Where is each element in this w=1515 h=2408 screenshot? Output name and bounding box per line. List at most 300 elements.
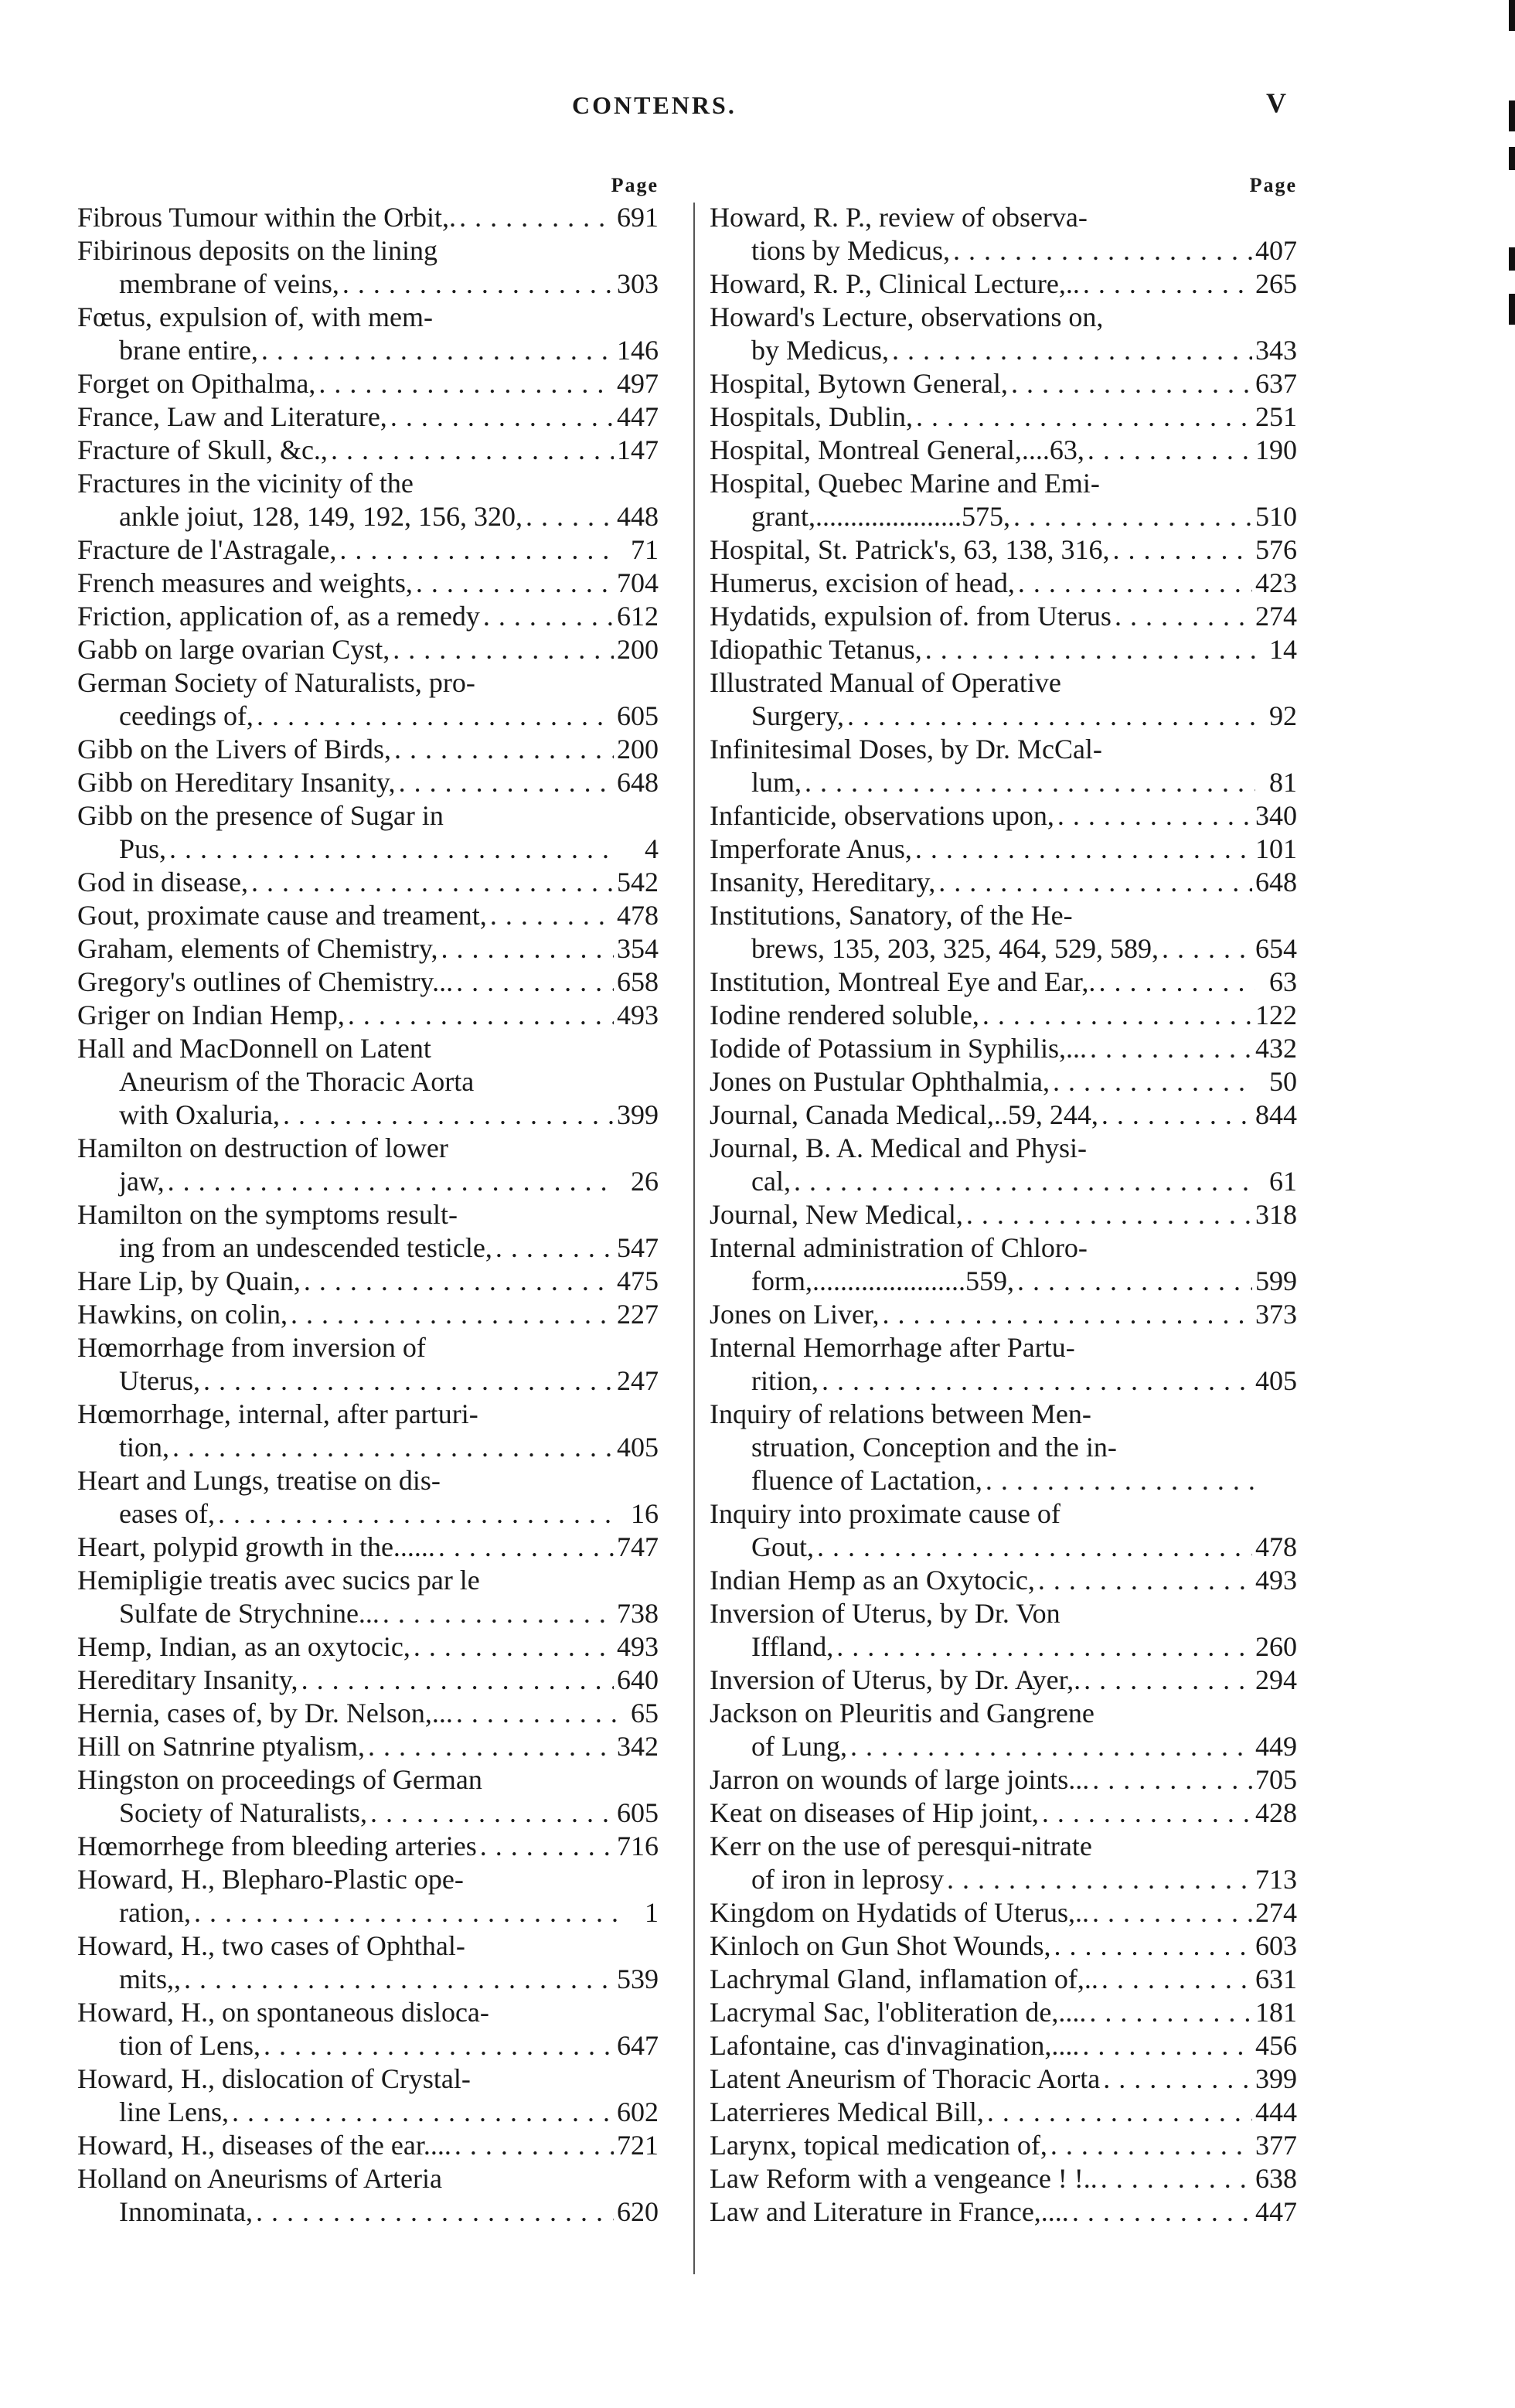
index-entry-text: mits,, — [119, 1964, 182, 1994]
index-entry-page: 638 — [1255, 2163, 1297, 2194]
index-column-right — [710, 170, 1297, 2229]
index-entry-page: 147 — [617, 434, 659, 465]
leader-dots — [1057, 799, 1252, 833]
leader-dots — [847, 700, 1255, 733]
index-entry-page: 303 — [617, 268, 659, 299]
index-entry-page: 844 — [1255, 1099, 1297, 1130]
page-header — [0, 87, 1515, 138]
index-entry — [77, 766, 659, 799]
index-entry — [77, 1830, 659, 1863]
leader-dots — [383, 1597, 614, 1630]
leader-dots — [1038, 1564, 1252, 1597]
page-column-label: Page — [1249, 174, 1297, 196]
leader-dots — [1017, 1265, 1252, 1298]
index-entry-text: Hœmorrhage, internal, after parturi- — [77, 1398, 478, 1429]
index-entry-line — [710, 2062, 1297, 2096]
index-entry-line — [77, 2062, 659, 2096]
index-entry — [710, 600, 1297, 633]
index-entry-text: Hospital, Bytown General, — [710, 368, 1008, 399]
index-entry-line — [77, 1531, 659, 1564]
index-entry — [77, 899, 659, 932]
index-entry-text: Hall and MacDonnell on Latent — [77, 1033, 431, 1064]
index-entry-line — [710, 1929, 1297, 1963]
index-entry-line — [77, 1697, 659, 1730]
index-entry — [710, 1065, 1297, 1098]
index-entry — [77, 733, 659, 766]
index-entry — [77, 999, 659, 1032]
index-entry-line — [710, 267, 1297, 301]
index-entry-text: Howard, R. P., Clinical Lecture,.. — [710, 268, 1080, 299]
index-entry-line — [77, 267, 659, 301]
leader-dots — [251, 866, 614, 899]
leader-dots — [483, 600, 614, 633]
index-entry — [77, 799, 659, 866]
index-entry-line — [710, 1231, 1297, 1265]
index-entry-line — [77, 1797, 659, 1830]
index-entry-line — [77, 201, 659, 234]
index-entry — [710, 733, 1297, 799]
index-entry-line — [77, 1630, 659, 1664]
index-entry-line — [77, 833, 659, 866]
leader-dots — [915, 833, 1252, 866]
index-entry-line — [77, 2195, 659, 2229]
leader-dots — [441, 932, 614, 966]
index-entry — [710, 1231, 1297, 1298]
index-entry-line — [77, 500, 659, 533]
index-entry — [710, 1797, 1297, 1830]
index-entry-line — [710, 1431, 1297, 1464]
index-entry-line — [77, 633, 659, 666]
index-entry-text: Fractures in the vicinity of the — [77, 468, 414, 499]
index-entry — [77, 1331, 659, 1398]
index-entry-text: Hemipligie treatis avec sucics par le — [77, 1565, 480, 1596]
index-entry-text: Imperforate Anus, — [710, 833, 912, 864]
index-entry-page: 547 — [617, 1232, 659, 1263]
index-entry-line — [710, 1630, 1297, 1664]
index-entry-text: Hernia, cases of, by Dr. Nelson,... — [77, 1698, 453, 1729]
index-entry-line — [710, 1364, 1297, 1398]
index-entry — [77, 434, 659, 467]
index-entry-text: Howard's Lecture, observations on, — [710, 301, 1104, 332]
leader-dots — [393, 633, 614, 666]
index-entry-text: Keat on diseases of Hip joint, — [710, 1797, 1039, 1828]
index-entry-page: 704 — [617, 567, 659, 598]
index-entry-page: 478 — [617, 900, 659, 931]
index-entry-text: Howard, H., two cases of Ophthal- — [77, 1930, 465, 1961]
index-entry — [710, 301, 1297, 367]
index-entry — [77, 1531, 659, 1564]
index-entry-line — [710, 1032, 1297, 1065]
index-entry-text: Hœmorrhege from bleeding arteries — [77, 1831, 477, 1861]
index-entry-line — [77, 1364, 659, 1398]
index-entry-line — [77, 1132, 659, 1165]
index-entry-text: struation, Conception and the in- — [751, 1432, 1117, 1463]
index-entry-text: Gibb on the presence of Sugar in — [77, 800, 444, 831]
index-entry-text: brews, 135, 203, 325, 464, 529, 589, — [751, 933, 1159, 964]
index-entry-text: Howard, H., on spontaneous disloca- — [77, 1997, 489, 2028]
index-entry-line — [77, 1597, 659, 1630]
index-entry-line — [77, 367, 659, 400]
index-entry-page: 247 — [617, 1365, 659, 1396]
index-entry-line — [710, 1697, 1297, 1730]
leader-dots — [390, 400, 614, 434]
index-entry — [77, 1032, 659, 1132]
leader-dots — [331, 434, 614, 467]
index-entry — [77, 533, 659, 567]
index-entry-text: eases of, — [119, 1498, 215, 1529]
leader-dots — [264, 2029, 614, 2062]
index-entry-text: Kinloch on Gun Shot Wounds, — [710, 1930, 1051, 1961]
index-entry-text: ing from an undescended testicle, — [119, 1232, 492, 1263]
index-entry-text: of Lung, — [751, 1731, 847, 1762]
index-entry — [710, 966, 1297, 999]
index-entry-line — [710, 766, 1297, 799]
index-entry-line — [710, 1597, 1297, 1630]
index-entry-page: 576 — [1255, 534, 1297, 565]
index-entry-line — [710, 1830, 1297, 1863]
index-entry-line — [77, 700, 659, 733]
leader-dots — [1092, 1896, 1252, 1929]
leader-dots — [459, 201, 614, 234]
index-entry-page: 265 — [1255, 268, 1297, 299]
index-entry — [710, 367, 1297, 400]
index-entry-line — [710, 234, 1297, 267]
page-numeral: V — [1266, 87, 1286, 118]
index-entry-page: 640 — [617, 1664, 659, 1695]
index-entry-text: Gregory's outlines of Chemistry... — [77, 966, 454, 997]
index-entry-line — [77, 1564, 659, 1597]
leader-dots — [1050, 2129, 1252, 2162]
index-entry-page: 432 — [1255, 1033, 1297, 1064]
index-entry-line — [77, 2129, 659, 2162]
index-entry-page: 478 — [1255, 1531, 1297, 1562]
index-entry — [710, 1896, 1297, 1929]
index-entry-text: Friction, application of, as a remedy — [77, 601, 480, 632]
index-entry-line — [710, 533, 1297, 567]
index-entry-line — [710, 1132, 1297, 1165]
index-entry-line — [77, 932, 659, 966]
index-entry-page: 648 — [1255, 867, 1297, 897]
index-entry — [77, 1863, 659, 1929]
index-entry-line — [77, 1265, 659, 1298]
index-entry — [710, 866, 1297, 899]
index-entry-text: Howard, H., diseases of the ear.... — [77, 2130, 451, 2161]
index-entry-line — [710, 1896, 1297, 1929]
index-entry-page: 448 — [617, 501, 659, 532]
index-entry-text: fluence of Lactation, — [751, 1465, 982, 1496]
index-entry — [710, 567, 1297, 600]
index-entry-text: Lachrymal Gland, inflamation of,.. — [710, 1964, 1098, 1994]
index-entry-page: 444 — [1255, 2096, 1297, 2127]
index-entry-line — [77, 400, 659, 434]
index-entry-page: 721 — [617, 2130, 659, 2161]
index-entry-page: 475 — [617, 1265, 659, 1296]
leader-dots — [822, 1364, 1252, 1398]
index-entry-page: 456 — [1255, 2030, 1297, 2061]
index-entry-line — [710, 866, 1297, 899]
index-entry-line — [77, 1065, 659, 1098]
index-entry-line — [710, 1996, 1297, 2029]
leader-dots — [1042, 1797, 1252, 1830]
index-column-left — [77, 170, 659, 2229]
index-entry-line — [77, 567, 659, 600]
index-entry-text: German Society of Naturalists, pro- — [77, 667, 475, 698]
index-entry-page: 654 — [1255, 933, 1297, 964]
index-entry — [710, 1032, 1297, 1065]
index-entry — [710, 899, 1297, 966]
index-entry-line — [710, 1098, 1297, 1132]
running-title: CONTENRS. — [572, 91, 737, 119]
index-entry — [77, 633, 659, 666]
index-entry-line — [77, 2096, 659, 2129]
index-entry-page: 716 — [617, 1831, 659, 1861]
index-entry-text: Jarron on wounds of large joints... — [710, 1764, 1090, 1795]
index-entry-text: French measures and weights, — [77, 567, 413, 598]
index-entry-line — [77, 434, 659, 467]
index-entry — [710, 1398, 1297, 1497]
index-entry-line — [77, 1830, 659, 1863]
index-entry-page: 65 — [631, 1698, 659, 1729]
index-entry — [77, 400, 659, 434]
index-entry-line — [710, 334, 1297, 367]
leader-dots — [966, 1198, 1252, 1231]
index-entry — [77, 1464, 659, 1531]
index-entry-text: tions by Medicus, — [751, 235, 950, 266]
leader-dots — [1084, 1664, 1252, 1697]
index-entry — [710, 2062, 1297, 2096]
index-entry-page: 294 — [1255, 1664, 1297, 1695]
index-entry-page: 493 — [617, 1000, 659, 1030]
index-entry-page: 747 — [617, 1531, 659, 1562]
index-entry-text: Inquiry of relations between Men- — [710, 1398, 1091, 1429]
index-entry-line — [77, 1963, 659, 1996]
leader-dots — [836, 1630, 1252, 1664]
index-entry-line — [77, 533, 659, 567]
index-entry-page: 101 — [1255, 833, 1297, 864]
index-entry — [710, 1497, 1297, 1564]
leader-dots — [1088, 434, 1252, 467]
index-entry — [710, 1198, 1297, 1231]
index-entry-text: Humerus, excision of head, — [710, 567, 1015, 598]
index-entry-line — [77, 866, 659, 899]
index-entry-page: 405 — [617, 1432, 659, 1463]
index-entry-line — [710, 966, 1297, 999]
index-entry — [710, 467, 1297, 533]
index-entry — [710, 1132, 1297, 1198]
index-entry-text: brane entire, — [119, 335, 258, 366]
index-entry-line — [77, 1231, 659, 1265]
leader-dots — [339, 533, 617, 567]
index-entry-page: 340 — [1255, 800, 1297, 831]
leader-dots — [283, 1098, 614, 1132]
leader-dots — [318, 367, 614, 400]
index-entry-text: Hare Lip, by Quain, — [77, 1265, 301, 1296]
index-entry-page: 691 — [617, 202, 659, 233]
leader-dots — [953, 234, 1252, 267]
index-entry-page: 354 — [617, 933, 659, 964]
index-entry-text: ankle joiut, 128, 149, 192, 156, 320, — [119, 501, 523, 532]
index-entry-text: Iodide of Potassium in Syphilis,... — [710, 1033, 1088, 1064]
index-entry-page: 612 — [617, 601, 659, 632]
index-entry-page: 647 — [617, 2030, 659, 2061]
index-entry-page: 63 — [1269, 966, 1297, 997]
index-entry-text: Pus, — [119, 833, 167, 864]
index-entry-text: Hingston on proceedings of German — [77, 1764, 482, 1795]
index-entry — [710, 1597, 1297, 1664]
index-entry-page: 4 — [645, 833, 659, 864]
index-entry — [77, 1697, 659, 1730]
index-entry-text: Hospital, Montreal General,....63, — [710, 434, 1084, 465]
index-entry-page: 542 — [617, 867, 659, 897]
index-entry — [77, 201, 659, 234]
index-entry — [77, 1265, 659, 1298]
index-entry-text: Law and Literature in France,.... — [710, 2196, 1069, 2227]
index-entry-page: 200 — [617, 634, 659, 665]
leader-dots — [480, 1830, 614, 1863]
index-entry-text: Uterus, — [119, 1365, 200, 1396]
index-entry-text: Hamilton on destruction of lower — [77, 1132, 448, 1163]
index-entry-page: 428 — [1255, 1797, 1297, 1828]
leader-dots — [257, 700, 614, 733]
index-entry-text: Gout, proximate cause and treament, — [77, 900, 487, 931]
index-entry-text: Fracture de l'Astragale, — [77, 534, 337, 565]
leader-dots — [1092, 1763, 1252, 1797]
index-entry — [77, 932, 659, 966]
leader-dots — [1090, 1032, 1252, 1065]
index-entry-text: Society of Naturalists, — [119, 1797, 367, 1828]
leader-dots — [1101, 1098, 1252, 1132]
leader-dots — [1013, 500, 1252, 533]
index-entry-line — [710, 899, 1297, 932]
index-entry-line — [77, 1929, 659, 1963]
leader-dots — [172, 1431, 614, 1464]
index-entry-line — [710, 633, 1297, 666]
index-entry-page: 200 — [617, 734, 659, 765]
index-entry-text: Graham, elements of Chemistry, — [77, 933, 438, 964]
leader-dots — [883, 1298, 1252, 1331]
index-entry-page: 705 — [1255, 1764, 1297, 1795]
index-entry-page: 122 — [1255, 1000, 1297, 1030]
index-entry-line — [77, 766, 659, 799]
index-entry-line — [77, 1198, 659, 1231]
index-entry — [77, 2062, 659, 2129]
index-entry-line — [710, 400, 1297, 434]
leader-dots — [916, 400, 1252, 434]
index-entry-page: 274 — [1255, 601, 1297, 632]
leader-dots — [414, 1630, 614, 1664]
leader-dots — [399, 766, 614, 799]
index-entry-text: Inversion of Uterus, by Dr. Ayer,. — [710, 1664, 1081, 1695]
index-entry-text: Idiopathic Tetanus, — [710, 634, 922, 665]
index-entry-text: Fœtus, expulsion of, with mem- — [77, 301, 433, 332]
index-entry — [77, 567, 659, 600]
leader-dots — [169, 833, 617, 866]
index-entry-line — [77, 899, 659, 932]
leader-dots — [301, 1664, 614, 1697]
index-entry-page: 26 — [631, 1166, 659, 1197]
index-entry-text: Journal, Canada Medical,..59, 244, — [710, 1099, 1098, 1130]
index-entry — [77, 666, 659, 733]
leader-dots — [1054, 1929, 1252, 1963]
index-entry-line — [710, 2162, 1297, 2195]
index-entry-text: Holland on Aneurisms of Arteria — [77, 2163, 442, 2194]
index-entry-line — [77, 600, 659, 633]
index-entry — [710, 2195, 1297, 2229]
leader-dots — [261, 334, 614, 367]
index-entry-line — [710, 666, 1297, 700]
leader-dots — [1089, 1996, 1252, 2029]
index-entry-text: line Lens, — [119, 2096, 229, 2127]
leader-dots — [456, 966, 614, 999]
index-entry-text: tion, — [119, 1432, 170, 1463]
index-entry-text: Inquiry into proximate cause of — [710, 1498, 1060, 1529]
index-entry-line — [77, 1032, 659, 1065]
index-entry-page: 14 — [1269, 634, 1297, 665]
index-entry — [77, 1929, 659, 1996]
index-entry-text: Institutions, Sanatory, of the He- — [710, 900, 1073, 931]
index-entry-text: Hamilton on the symptoms result- — [77, 1199, 458, 1230]
index-entry-line — [77, 999, 659, 1032]
index-entry-text: Hawkins, on colin, — [77, 1299, 288, 1330]
index-entry — [77, 2129, 659, 2162]
index-entry-line — [77, 334, 659, 367]
index-entry — [77, 1630, 659, 1664]
index-entry-line — [77, 1863, 659, 1896]
index-entry-line — [710, 1331, 1297, 1364]
index-entry-line — [710, 500, 1297, 533]
index-entry-page: 405 — [1255, 1365, 1297, 1396]
leader-dots — [1083, 267, 1252, 301]
index-entry-line — [77, 234, 659, 267]
index-entry — [710, 1996, 1297, 2029]
index-entry — [710, 833, 1297, 866]
index-entry-text: of iron in leprosy — [751, 1864, 944, 1895]
index-entry-page: 251 — [1255, 401, 1297, 432]
index-entry — [710, 2096, 1297, 2129]
leader-dots — [203, 1364, 614, 1398]
index-entry-text: Fracture of Skull, &c., — [77, 434, 328, 465]
index-entry-line — [77, 1398, 659, 1431]
index-entry — [77, 866, 659, 899]
leader-dots — [218, 1497, 617, 1531]
index-entry-page: 342 — [617, 1731, 659, 1762]
index-entry-page: 713 — [1255, 1864, 1297, 1895]
index-entry-page: 50 — [1269, 1066, 1297, 1097]
index-entry-line — [710, 1464, 1297, 1497]
index-entry-text: ceedings of, — [119, 700, 254, 731]
index-entry-text: Internal administration of Chloro- — [710, 1232, 1088, 1263]
index-entry-line — [710, 2195, 1297, 2229]
index-entry-line — [77, 666, 659, 700]
index-entry — [77, 1763, 659, 1830]
index-entry-line — [77, 1331, 659, 1364]
index-entry-page: 637 — [1255, 368, 1297, 399]
index-entry-line — [710, 932, 1297, 966]
leader-dots — [947, 1863, 1252, 1896]
index-entry-text: cal, — [751, 1166, 791, 1197]
index-entry-text: Institution, Montreal Eye and Ear,. — [710, 966, 1096, 997]
index-entry-text: Griger on Indian Hemp, — [77, 1000, 345, 1030]
index-entry-line — [710, 201, 1297, 234]
index-entry-line — [77, 1996, 659, 2029]
index-entry-line — [710, 1531, 1297, 1564]
index-entry — [710, 1564, 1297, 1597]
index-entry-page: 738 — [617, 1598, 659, 1629]
leader-dots — [1072, 2195, 1252, 2229]
index-entry-text: Aneurism of the Thoracic Aorta — [119, 1066, 475, 1097]
index-entry-page: 449 — [1255, 1731, 1297, 1762]
index-entry-page: 16 — [631, 1498, 659, 1529]
